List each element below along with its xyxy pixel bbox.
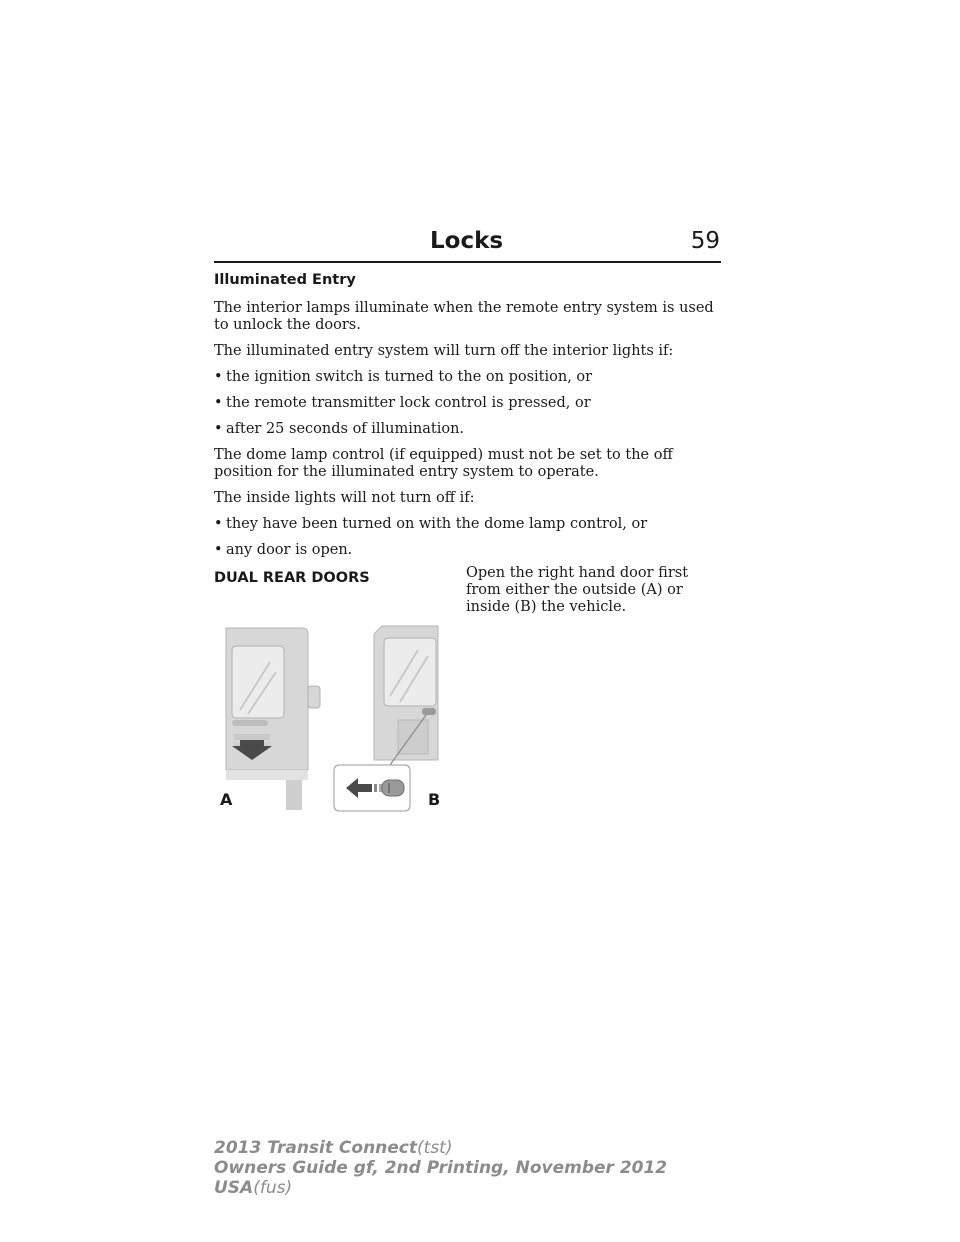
page-footer	[214, 1138, 667, 1198]
main-content	[214, 270, 721, 594]
footer-line-1: 2013 Transit Connect(tst)	[214, 1138, 453, 1158]
paragraph-lead: The illuminated entry system will turn off the interior lights if:	[214, 343, 674, 359]
list-item: • they have been turned on with the dome lamp control, or	[214, 516, 648, 532]
paragraph-rear-doors: Open the right hand door first from either the outside (A) or inside (B) the vehicle.	[466, 565, 689, 615]
inside-handle-detail	[334, 765, 410, 811]
paragraph-lead2: The inside lights will not turn off if:	[214, 490, 475, 506]
list-item: • the remote transmitter lock control is pressed, or	[214, 395, 591, 411]
page-number: 59	[690, 228, 720, 254]
bullet-list-stay-on	[214, 516, 721, 559]
figure-label-a: A	[220, 790, 233, 809]
header-rule	[214, 261, 721, 263]
rear-door-drawing	[214, 620, 454, 815]
footer-line-3: USA(fus)	[214, 1178, 293, 1198]
rear-door-illustration	[214, 620, 454, 815]
section-heading-illuminated-entry: Illuminated Entry	[214, 272, 356, 288]
exterior-door-view	[226, 628, 320, 810]
figure-label-b: B	[428, 790, 441, 809]
list-item: • any door is open.	[214, 542, 353, 558]
paragraph-intro: The interior lamps illuminate when the remote entry system is used to unlock the doors.	[214, 300, 714, 333]
section-heading-dual-rear-doors: DUAL REAR DOORS	[214, 570, 370, 586]
page-header-title: Locks	[430, 228, 504, 254]
interior-door-view	[374, 626, 438, 765]
list-item: • after 25 seconds of illumination.	[214, 421, 465, 437]
footer-line-2: Owners Guide gf, 2nd Printing, November 2012	[214, 1158, 668, 1178]
paragraph-dome-note: The dome lamp control (if equipped) must not be set to the off position for the illuminated entry system to operate.	[214, 447, 673, 480]
bullet-list-turn-off	[214, 369, 721, 438]
list-item: • the ignition switch is turned to the on position, or	[214, 369, 593, 385]
